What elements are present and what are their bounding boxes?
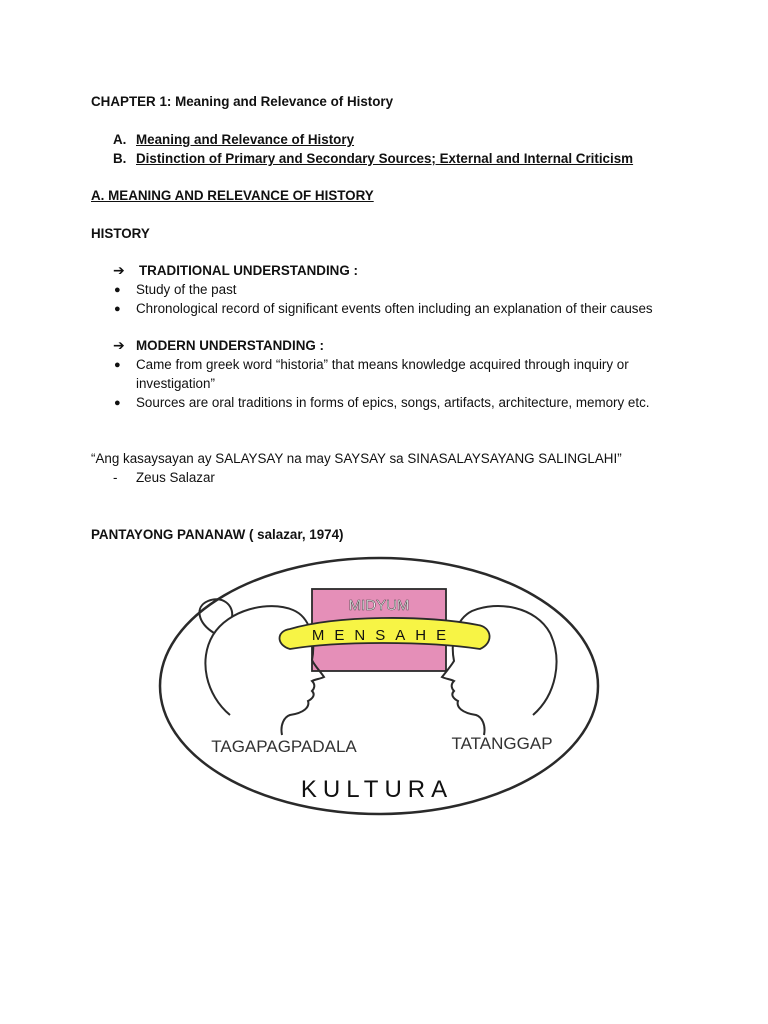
diagram-svg xyxy=(158,545,608,820)
traditional-heading: TRADITIONAL UNDERSTANDING : xyxy=(139,263,358,278)
bullet-icon: ● xyxy=(114,284,121,296)
outline-item-b: Distinction of Primary and Secondary Sources; External and Internal Criticism xyxy=(136,151,634,166)
history-heading: HISTORY xyxy=(91,226,150,241)
bullet-icon: ● xyxy=(114,303,121,315)
chapter-title: CHAPTER 1: Meaning and Relevance of History xyxy=(91,94,394,109)
pantayong-pananaw-diagram xyxy=(158,545,608,820)
arrow-icon: ➔ xyxy=(113,337,125,353)
outline-marker-a: A. xyxy=(113,132,127,147)
modern-heading: MODERN UNDERSTANDING : xyxy=(136,338,324,353)
kultura-label: KULTURA xyxy=(300,776,454,803)
quote-author: Zeus Salazar xyxy=(136,470,215,485)
diagram-title: PANTAYONG PANANAW ( salazar, 1974) xyxy=(91,527,344,542)
traditional-item: Chronological record of significant events often including an explanation of their causes xyxy=(136,301,653,316)
traditional-item: Study of the past xyxy=(136,282,237,297)
bullet-icon: ● xyxy=(114,397,121,409)
mensahe-label: MENSAHE xyxy=(311,627,457,644)
modern-item-line: investigation” xyxy=(136,376,215,391)
outline-marker-b: B. xyxy=(113,151,127,166)
modern-item-line: Sources are oral traditions in forms of epics, songs, artifacts, architecture, memory etc. xyxy=(136,395,650,410)
arrow-icon: ➔ xyxy=(113,262,125,278)
quote-dash: - xyxy=(113,470,118,485)
modern-item-line: Came from greek word “historia” that means knowledge acquired through inquiry or xyxy=(136,357,629,372)
midyum-label: MIDYUM xyxy=(348,597,410,614)
section-heading: A. MEANING AND RELEVANCE OF HISTORY xyxy=(91,188,374,203)
sender-label: TAGAPAGPADALA xyxy=(211,737,357,756)
bullet-icon: ● xyxy=(114,359,121,371)
receiver-label: TATANGGAP xyxy=(451,734,553,753)
outline-item-a: Meaning and Relevance of History xyxy=(136,132,355,147)
quote-text: “Ang kasaysayan ay SALAYSAY na may SAYSAY sa SINASALAYSAYANG SALINGLAHI” xyxy=(91,451,622,466)
